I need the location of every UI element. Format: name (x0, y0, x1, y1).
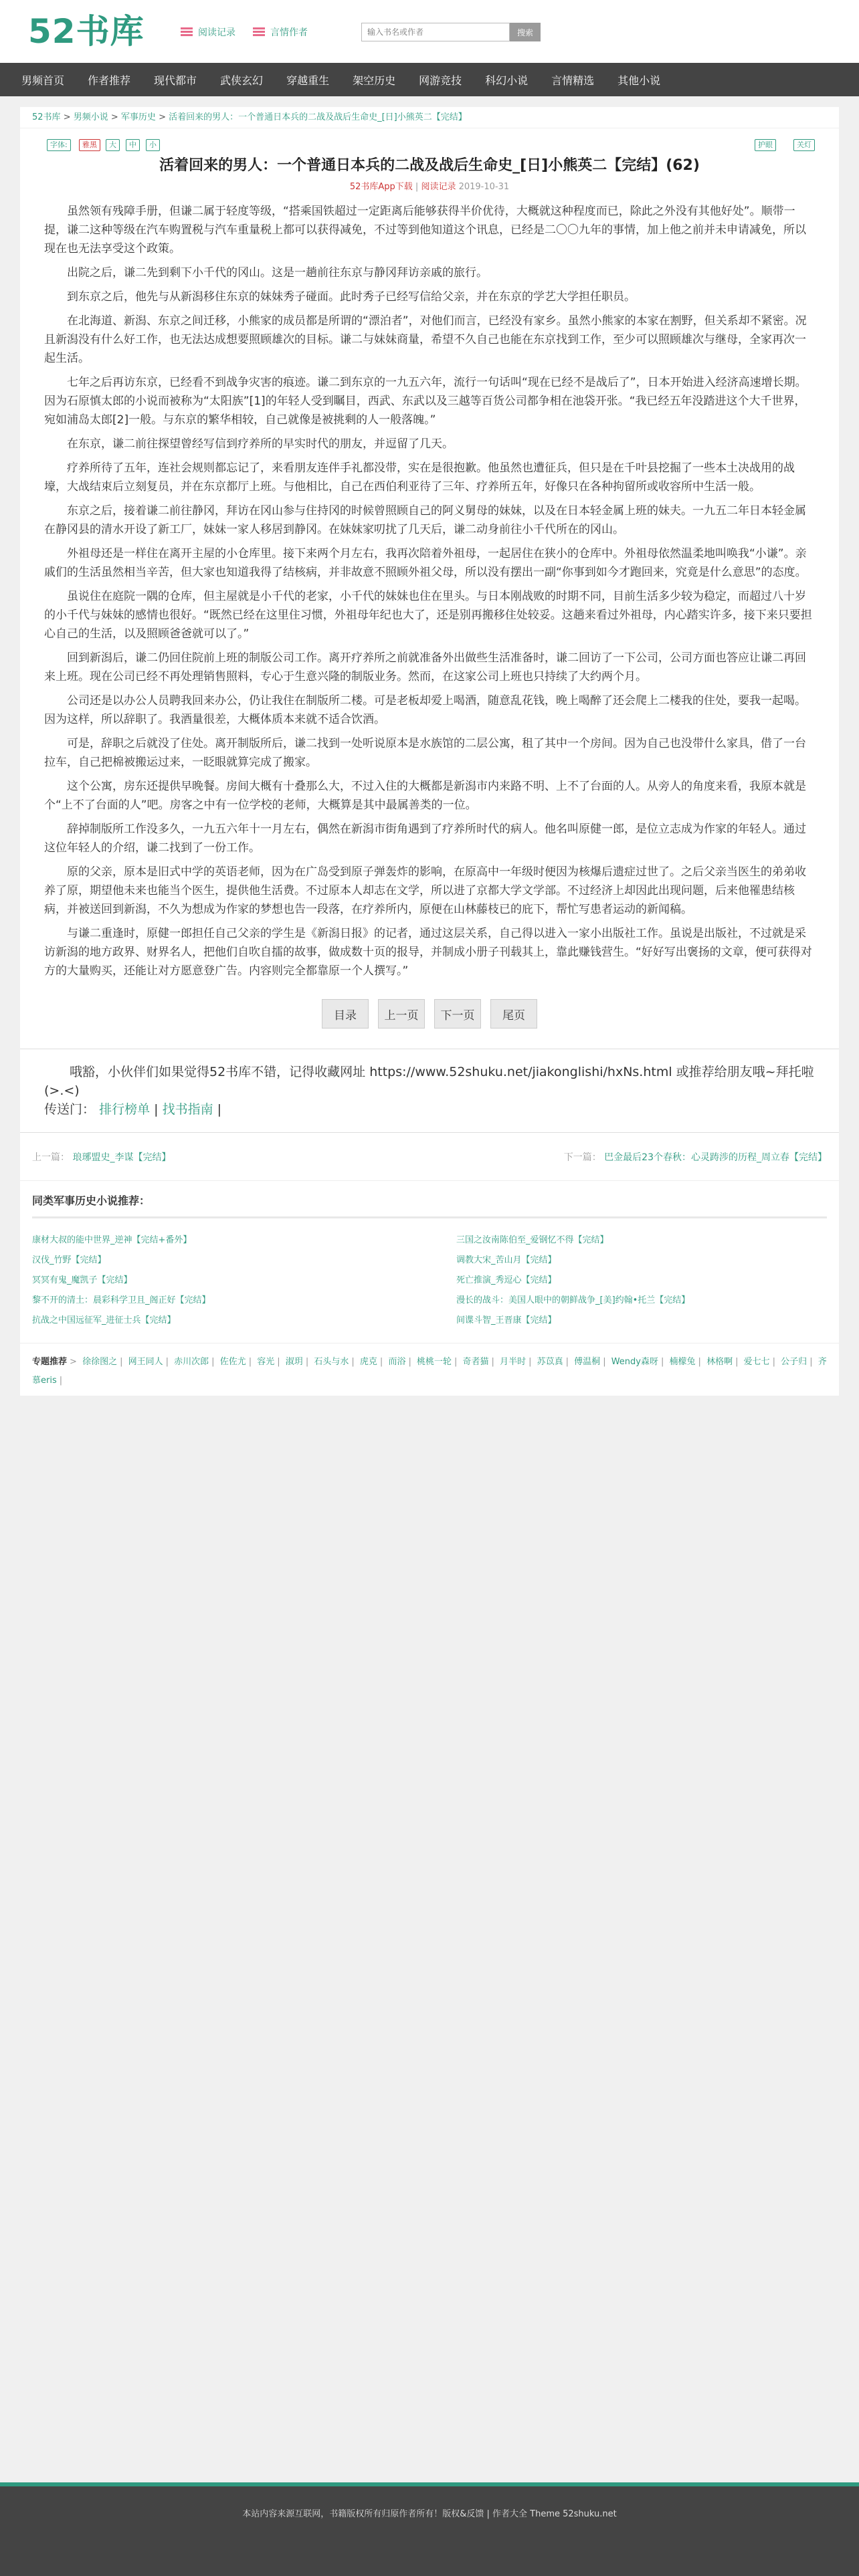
topic-link[interactable]: 石头与水 (314, 1357, 349, 1367)
nav-item-home[interactable]: 男频首页 (21, 74, 65, 87)
topic-link[interactable]: 楠檬兔 (669, 1357, 696, 1367)
same-category-item[interactable]: 冥冥有鬼_魔凯子【完结】 (32, 1275, 132, 1285)
sep: | (735, 1357, 739, 1367)
paragraph: 在北海道、新潟、东京之间迁移，小熊家的成员都是所谓的“漂泊者”，对他们而言，已经没有家乡。虽然小熊家的本家在割野，但关系却不紧密。况且新潟没有什么好工作，也无法达成想要照顾雄次的目标。谦二与妹妹商量，希望不久自己也能在东京找到工作，至少可以照顾雄次与继母，全家再次一起生活。 (44, 314, 807, 365)
same-category-title: 同类军事历史小说推荐： (32, 1188, 827, 1218)
paragraph: 东京之后，接着谦二前往静冈，拜访在冈山参与住持冈的时候曾照顾自己的阿义舅母的妹妹，以及在日本轻金属上班的妹夫。一九五二年日本轻金属在静冈县的清水开设了新工厂，妹妹一家人移居到静冈。在妹妹家叨扰了几天后，谦二动身前往小千代所在的冈山。 (44, 504, 806, 536)
sep: | (603, 1357, 606, 1367)
list-icon (181, 27, 193, 37)
nav-item-wuxia[interactable]: 武侠玄幻 (220, 74, 264, 87)
topic-link[interactable]: 奇者猫 (462, 1357, 489, 1367)
topic-link[interactable]: 赤川次郎 (174, 1357, 209, 1367)
topic-link[interactable]: 容光 (257, 1357, 275, 1367)
topic-recommend-label: 专题推荐 (32, 1357, 68, 1367)
nav-item-urban[interactable]: 现代都市 (154, 74, 197, 87)
sep: | (565, 1357, 569, 1367)
next-article (564, 1150, 827, 1164)
topic-link[interactable]: 公子归 (781, 1357, 807, 1367)
paragraph: 虽说住在庭院一隅的仓库，但主屋就是小千代的老家，小千代的妹妹也住在里头。与日本刚战败的时期不同，目前生活多少较为稳定，而超过八十岁的小千代与妹妹的感情也很好。“既然已经在这里住习惯，外祖母年纪也大了，还是别再搬移住处较妥。这趟来看过外祖母，内心踏实许多，接下来只要担心自己的生活，以及照顾爸爸就可以了。” (44, 590, 812, 641)
sep: | (248, 1357, 252, 1367)
app-download-link[interactable]: 52书库App下载 (349, 182, 413, 192)
chapter-header (20, 128, 839, 195)
tip-sep: | (154, 1102, 163, 1117)
font-small-button[interactable]: 小 (146, 139, 160, 151)
footer-text: 本站内容来源互联网，书籍版权所有归原作者所有！版权&反馈 | 作者大全 Theme 52shuku.net (242, 2509, 617, 2519)
font-medium-button[interactable]: 中 (126, 139, 140, 151)
breadcrumb-book[interactable]: 活着回来的男人：一个普通日本兵的二战及战后生命史_[日]小熊英二【完结】 (169, 112, 467, 122)
last-page-button[interactable]: 尾页 (490, 999, 537, 1029)
breadcrumb-sep: > (63, 112, 74, 122)
sep: | (408, 1357, 411, 1367)
topic-link[interactable]: 林格啊 (706, 1357, 733, 1367)
topic-link[interactable]: 网王同人 (128, 1357, 163, 1367)
prev-next-articles (20, 1133, 839, 1181)
lights-off-button[interactable]: 关灯 (793, 139, 815, 151)
paragraph: 公司还是以办公人员聘我回来办公，仍让我住在制版所二楼。可是老板却爱上喝酒，随意乱花钱，晚上喝醉了还会爬上二楼我的住处，要我一起喝。因为这样，所以辞职了。我酒量很差，大概体质本来就不适合饮酒。 (44, 694, 806, 726)
sep: | (809, 1357, 813, 1367)
nav-item-gaming[interactable]: 网游竞技 (419, 74, 462, 87)
toc-button[interactable]: 目录 (322, 999, 369, 1029)
nav-item-author-recommend[interactable]: 作者推荐 (88, 74, 131, 87)
search-input[interactable] (361, 23, 510, 41)
bookmark-tip (20, 1049, 839, 1133)
eye-care-button[interactable]: 护眼 (755, 139, 776, 151)
same-category-item[interactable]: 死亡推演_秀逗心【完结】 (456, 1275, 557, 1285)
sep: | (491, 1357, 494, 1367)
footer (0, 2482, 859, 2576)
site-logo[interactable]: 52书库 (28, 12, 145, 51)
chapter-content (20, 195, 839, 980)
paragraph: 可是，辞职之后就没了住处。离开制版所后，谦二找到一处听说原本是水族馆的二层公寓，租了其中一个房间。因为自己也没带什么家具，借了一台拉车，自己把棉被搬运过来，一眨眼就算完成了搬家。 (44, 737, 806, 769)
sep: | (661, 1357, 664, 1367)
sep: | (277, 1357, 280, 1367)
sep: | (165, 1357, 169, 1367)
topic-link[interactable]: 傅温桐 (574, 1357, 601, 1367)
read-record-meta-link[interactable]: 阅读记录 (421, 182, 456, 192)
same-category-item[interactable]: 抗战之中国远征军_进征士兵【完结】 (32, 1315, 176, 1325)
romance-author-label: 言情作者 (270, 27, 308, 38)
sep: | (529, 1357, 532, 1367)
prev-article (32, 1150, 171, 1164)
breadcrumb-category[interactable]: 男频小说 (73, 112, 108, 122)
topic-link[interactable]: 月半时 (500, 1357, 527, 1367)
search-button[interactable]: 搜索 (510, 23, 541, 41)
topic-link[interactable]: 淑玥 (285, 1357, 303, 1367)
guide-link[interactable]: 找书指南 (162, 1102, 213, 1117)
paragraph: 在东京，谦二前往探望曾经写信到疗养所的早实时代的朋友，并逗留了几天。 (67, 437, 454, 451)
next-article-link[interactable]: 巴金最后23个春秋：心灵踌涉的历程_周立春【完结】 (604, 1152, 827, 1163)
main-container (20, 107, 839, 1396)
same-category-list (32, 1218, 827, 1343)
breadcrumb-sub[interactable]: 军事历史 (120, 112, 156, 122)
topic-link[interactable]: 佐佐尤 (219, 1357, 246, 1367)
same-category-item[interactable]: 三国之汝南陈伯至_爱钢忆不得【完结】 (456, 1235, 609, 1245)
sep: | (59, 1376, 63, 1386)
breadcrumb (20, 107, 839, 128)
paragraph: 与谦二重逢时，原健一郎担任自己父亲的学生是《新潟日报》的记者，通过这层关系，自己得以进入一家小出版社工作。虽说是出版社，不过就是采访新潟的地方政界、财界名人，把他们自吹自擂的故事，做成数十页的报导，并制成小册子刊载其上，靠此赚钱营生。“好好写出褒扬的文章，便可获得对方的大量购买，还能让对方愿意登广告。内容则完全都靠原一个人撰写。” (44, 927, 812, 978)
same-category-item[interactable]: 康材大叔的能中世界_逆神【完结+番外】 (32, 1235, 192, 1245)
paragraph: 疗养所待了五年，连社会规则都忘记了，来看朋友连伴手礼都没带，实在是很抱歉。他虽然也遭征兵，但只是在千叶县挖掘了一些本土决战用的战壕，大战结束后立刻复员，并在东京都厅上班。与他相比，自己在西伯利亚待了三年、疗养所五年，好像只在各种拘留所或收容所中生活一般。 (44, 461, 795, 494)
font-yahei-button[interactable]: 雅黑 (79, 139, 100, 151)
paragraph: 七年之后再访东京，已经看不到战争灾害的痕迹。谦二到东京的一九五六年，流行一句话叫“现在已经不是战后了”，日本开始进入经济高速增长期。因为石原慎太郎的小说而被称为“太阳族”[1]的年轻人受到瞩目，西武、东武以及三越等百货公司都争相在池袋开张。“我已经五年没踏进这个大千世界，宛如浦岛太郎[2]一般。与东京的繁华相较，自己就像是被挑剩的人一般落魄。” (44, 376, 807, 427)
same-category-item[interactable]: 黎不开的清土：晨彩科学卫且_阁正好【完结】 (32, 1295, 211, 1305)
font-label: 字体: (47, 139, 71, 151)
pager (20, 999, 839, 1029)
topic-link[interactable]: Wendy森呀 (611, 1357, 658, 1367)
same-category-item[interactable]: 间谍斗智_王晋康【完结】 (456, 1315, 557, 1325)
topic-recommend (20, 1343, 839, 1396)
paragraph: 虽然领有残障手册，但谦二属于轻度等级，“搭乘国铁超过一定距离后能够获得半价优待，大概就这种程度而已，除此之外没有其他好处”。顺带一提，谦二这种等级在汽车购置税与汽车重量税上都可以获得减免，不过等到他知道这个讯息，已经是二〇〇九年的事情，加上他之前并未申请减免，所以现在也无法享受这个政策。 (44, 205, 806, 255)
rank-link[interactable]: 排行榜单 (99, 1102, 151, 1117)
breadcrumb-sep: > (159, 112, 169, 122)
topic-link[interactable]: 苏苡真 (537, 1357, 563, 1367)
paragraph: 出院之后，谦二先到剩下小千代的冈山。这是一趟前往东京与静冈拜访亲戚的旅行。 (67, 266, 488, 280)
sep: | (305, 1357, 309, 1367)
paragraph: 这个公寓，房东还提供早晚餐。房间大概有十叠那么大，不过入住的大概都是新潟市内来路不明、上不了台面的人。从旁人的角度来看，我原本就是个“上不了台面的人”吧。房客之中有一位学校的老师，大概算是其中最属善类的一位。 (44, 780, 806, 812)
read-record-link[interactable] (181, 25, 235, 39)
breadcrumb-sep: > (110, 112, 121, 122)
tip-send-label: 传送门： (44, 1102, 96, 1117)
main-nav (0, 63, 859, 96)
romance-author-link[interactable] (253, 25, 308, 39)
nav-item-time-travel[interactable]: 穿越重生 (286, 74, 330, 87)
nav-item-romance[interactable]: 言情精选 (551, 74, 595, 87)
prev-article-link[interactable]: 琅琊盟史_李谋【完结】 (72, 1152, 171, 1163)
sep: > (70, 1357, 77, 1367)
read-record-label: 阅读记录 (198, 27, 235, 38)
topic-link[interactable]: 而浴 (388, 1357, 406, 1367)
next-page-button[interactable]: 下一页 (434, 999, 481, 1029)
prev-page-button[interactable]: 上一页 (378, 999, 425, 1029)
paragraph: 原的父亲，原本是旧式中学的英语老师，因为在广岛受到原子弹轰炸的影响，在原高中一年级时便因为核爆后遗症过世了。之后父亲当医生的弟弟收养了原，期望他未来也能当个医生，提供他生活费。不过原本人却志在文学，所以进了京都大学文学部。不过经济上却因此出现问题，后来他罹患结核病，并被送回到新潟，不久为想成为作家的梦想也告一段落，在疗养所内，原便在山林藤枝已的庇下，帮忙写患者运动的新闻稿。 (44, 865, 806, 916)
paragraph: 辞掉制版所工作没多久，一九五六年十一月左右，偶然在新潟市街角遇到了疗养所时代的病人。他名叫原健一郎，是位立志成为作家的年轻人。通过这位年轻人的介绍，谦二找到了一份工作。 (44, 823, 806, 855)
top-header (0, 0, 859, 63)
paragraph: 外祖母还是一样住在离开主屋的小仓库里。接下来两个月左右，我再次陪着外祖母，一起居住在狭小的仓库中。外祖母依然温柔地叫唤我“小谦”。亲戚们的生活虽然相当辛苦，但大家也知道我得了结核病，并非故意不照顾外祖父母，所以没有摆出一副“你事到如今才跑回来，究竟是什么意思”的态度。 (44, 547, 807, 579)
tip-text: 哦豁，小伙伴们如果觉得52书库不错，记得收藏网址 https://www.52shuku.net/jiakonglishi/hxNs.html 或推荐给朋友哦~拜托啦 (>.<) (44, 1065, 814, 1098)
sep: | (120, 1357, 123, 1367)
nav-item-scifi[interactable]: 科幻小说 (485, 74, 529, 87)
same-category-section (20, 1181, 839, 1343)
sep: | (351, 1357, 355, 1367)
topic-link[interactable]: 徐徐图之 (82, 1357, 118, 1367)
topic-link[interactable]: 爱七七 (743, 1357, 770, 1367)
same-category-item[interactable]: 调教大宋_苦山月【完结】 (456, 1255, 557, 1265)
next-label: 下一篇： (563, 1152, 601, 1163)
nav-item-other[interactable]: 其他小说 (617, 74, 661, 87)
chapter-title: 活着回来的男人：一个普通日本兵的二战及战后生命史_[日]小熊英二【完结】(62) (159, 157, 700, 174)
tip-links (44, 1100, 815, 1119)
tip-sep: | (217, 1102, 222, 1117)
list-icon (253, 27, 265, 37)
same-category-item[interactable]: 漫长的战斗：美国人眼中的朝鲜战争_[美]约翰•托兰【完结】 (456, 1295, 690, 1305)
meta-sep: | (415, 182, 421, 192)
font-large-button[interactable]: 大 (106, 139, 120, 151)
sep: | (211, 1357, 215, 1367)
topic-link[interactable]: 虎克 (359, 1357, 377, 1367)
sep: | (379, 1357, 383, 1367)
topic-link[interactable]: 桃桃一轮 (416, 1357, 452, 1367)
search-box (361, 23, 541, 41)
chapter-meta (20, 179, 839, 192)
breadcrumb-home[interactable]: 52书库 (32, 112, 61, 122)
prev-label: 上一篇： (32, 1152, 70, 1163)
topic-link[interactable]: 齐慕eris (32, 1357, 827, 1386)
sep: | (698, 1357, 701, 1367)
sep: | (772, 1357, 776, 1367)
nav-item-history[interactable]: 架空历史 (353, 74, 396, 87)
sep: | (454, 1357, 458, 1367)
paragraph: 到东京之后，他先与从新潟移住东京的妹妹秀子碰面。此时秀子已经写信给父亲，并在东京的学艺大学担任职员。 (67, 290, 636, 304)
chapter-date: 2019-10-31 (458, 182, 510, 192)
same-category-item[interactable]: 汉伐_竹野【完结】 (32, 1255, 106, 1265)
paragraph: 回到新潟后，谦二仍回住院前上班的制版公司工作。离开疗养所之前就准备外出做些生活准备时，谦二回访了一下公司，公司方面也答应让谦二再回来上班。现在公司已经不再处理销售照料，专心于生意兴隆的制版业务。然而，在这家公司上班也只持续了大约两个月。 (44, 651, 806, 683)
